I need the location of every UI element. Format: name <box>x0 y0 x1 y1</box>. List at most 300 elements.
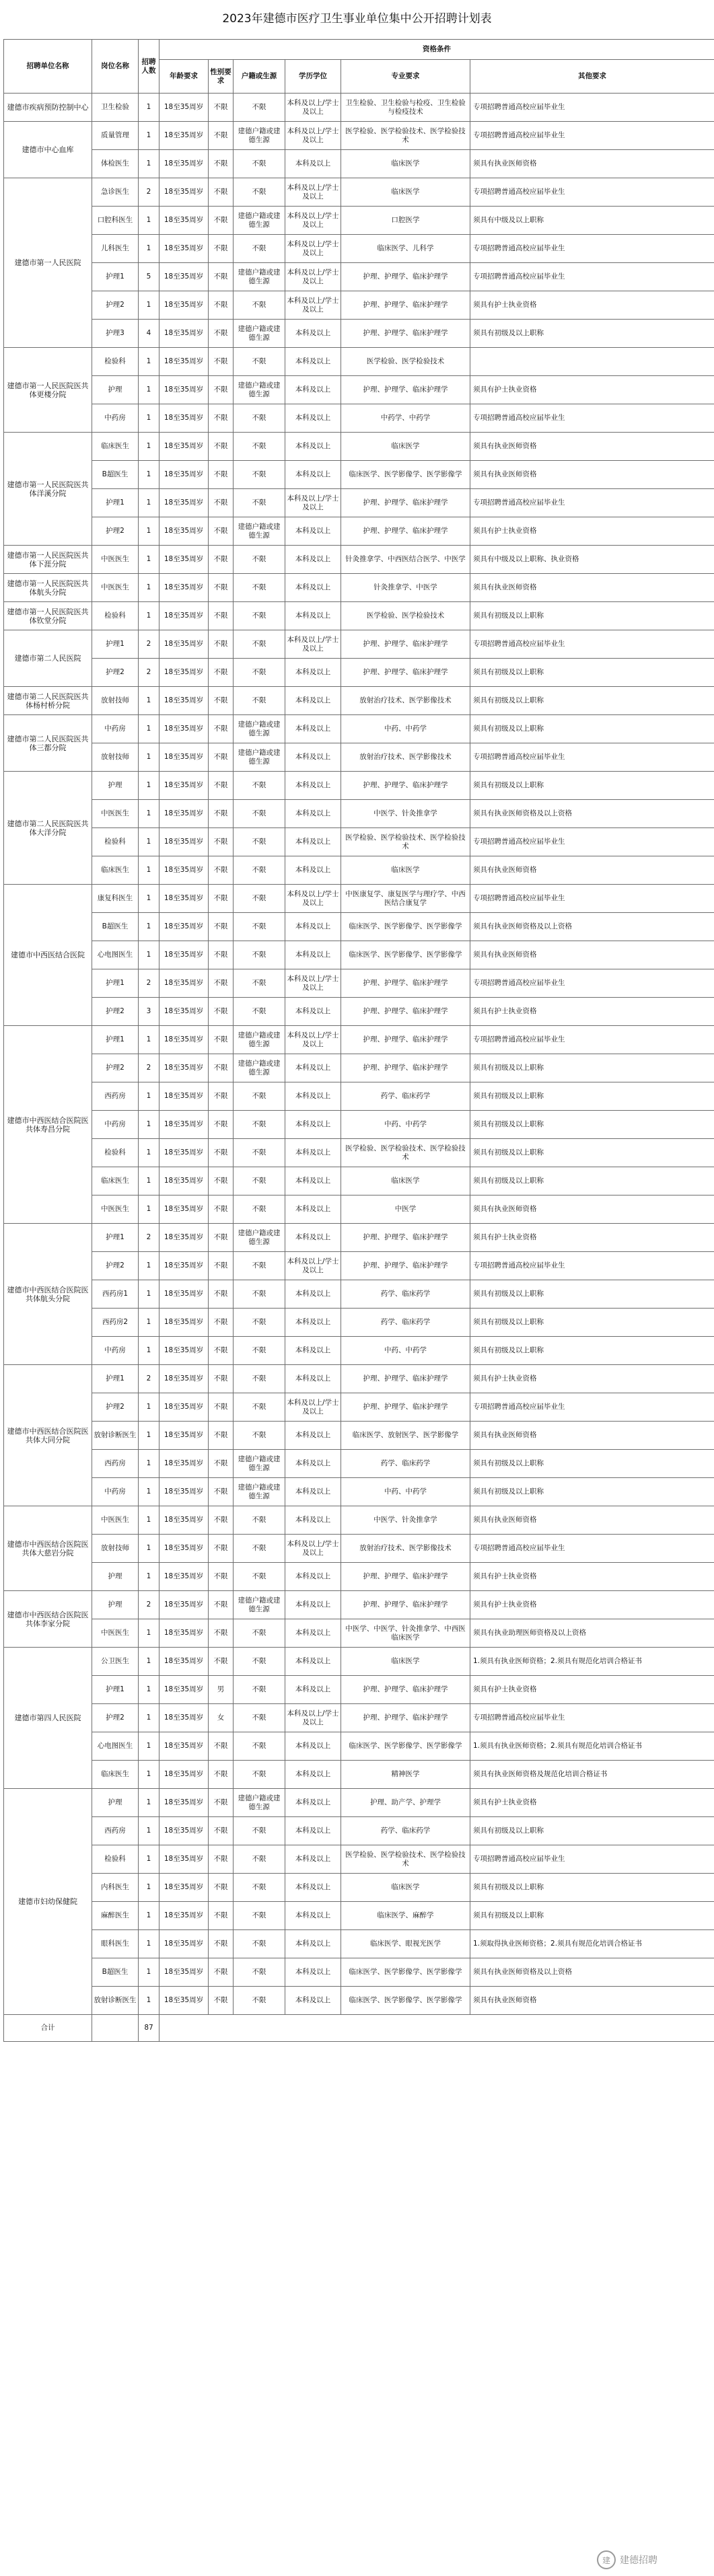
post-name: 中医医生 <box>92 546 139 574</box>
gender-requirement: 不限 <box>209 828 234 856</box>
header-post: 岗位名称 <box>92 40 139 94</box>
post-count: 1 <box>139 207 159 235</box>
degree-requirement: 本科及以上 <box>285 941 341 969</box>
degree-requirement: 本科及以上 <box>285 1591 341 1619</box>
gender-requirement: 不限 <box>209 743 234 772</box>
degree-requirement: 本科及以上 <box>285 1422 341 1450</box>
age-requirement: 18至35周岁 <box>159 1506 209 1535</box>
table-row <box>4 376 714 404</box>
post-name: 中药房 <box>92 1478 139 1506</box>
degree-requirement: 本科及以上/学士及以上 <box>285 235 341 263</box>
other-requirement: 须具有初级及以上职称 <box>470 1082 714 1111</box>
table-row <box>4 178 714 207</box>
major-requirement: 中医学、针灸推拿学 <box>341 800 470 828</box>
major-requirement: 口腔医学 <box>341 207 470 235</box>
degree-requirement: 本科及以上/学士及以上 <box>285 263 341 291</box>
age-requirement: 18至35周岁 <box>159 715 209 743</box>
other-requirement: 须具有执业医师资格 <box>470 1987 714 2015</box>
major-requirement: 中药、中药学 <box>341 1111 470 1139</box>
gender-requirement: 不限 <box>209 998 234 1026</box>
age-requirement: 18至35周岁 <box>159 1563 209 1591</box>
age-requirement: 18至35周岁 <box>159 1195 209 1224</box>
hukou-requirement: 不限 <box>234 1648 285 1676</box>
other-requirement: 须具有初级及以上职称 <box>470 687 714 715</box>
hukou-requirement: 不限 <box>234 1845 285 1874</box>
degree-requirement: 本科及以上 <box>285 348 341 376</box>
table-row <box>4 1337 714 1365</box>
age-requirement: 18至35周岁 <box>159 1337 209 1365</box>
header-count: 招聘人数 <box>139 40 159 94</box>
post-name: 儿科医生 <box>92 235 139 263</box>
table-row <box>4 348 714 376</box>
gender-requirement: 不限 <box>209 1761 234 1789</box>
age-requirement: 18至35周岁 <box>159 630 209 659</box>
header-degree: 学历学位 <box>285 60 341 94</box>
unit-name: 建德市第一人民医院医共体更楼分院 <box>4 348 92 433</box>
post-name: 检验科 <box>92 348 139 376</box>
degree-requirement: 本科及以上/学士及以上 <box>285 1704 341 1732</box>
degree-requirement: 本科及以上 <box>285 1139 341 1167</box>
hukou-requirement: 建德户籍或建德生源 <box>234 1054 285 1082</box>
age-requirement: 18至35周岁 <box>159 1111 209 1139</box>
degree-requirement: 本科及以上 <box>285 320 341 348</box>
hukou-requirement: 不限 <box>234 602 285 630</box>
post-name: 质量管理 <box>92 122 139 150</box>
degree-requirement: 本科及以上 <box>285 1845 341 1874</box>
post-count: 1 <box>139 856 159 885</box>
post-name: 护理 <box>92 772 139 800</box>
table-row <box>4 1478 714 1506</box>
table-row <box>4 630 714 659</box>
post-count: 1 <box>139 941 159 969</box>
post-count: 1 <box>139 1393 159 1422</box>
post-count: 1 <box>139 94 159 122</box>
header-qualifications: 资格条件 <box>159 40 714 60</box>
age-requirement: 18至35周岁 <box>159 1761 209 1789</box>
degree-requirement: 本科及以上 <box>285 1619 341 1648</box>
header-unit: 招聘单位名称 <box>4 40 92 94</box>
post-count: 1 <box>139 1648 159 1676</box>
hukou-requirement: 建德户籍或建德生源 <box>234 122 285 150</box>
major-requirement: 护理、护理学、临床护理学 <box>341 376 470 404</box>
table-body <box>4 94 714 2015</box>
age-requirement: 18至35周岁 <box>159 320 209 348</box>
age-requirement: 18至35周岁 <box>159 376 209 404</box>
post-count: 1 <box>139 772 159 800</box>
major-requirement: 护理、护理学、临床护理学 <box>341 291 470 320</box>
hukou-requirement: 不限 <box>234 885 285 913</box>
post-name: 眼科医生 <box>92 1930 139 1958</box>
major-requirement: 中药、中药学 <box>341 1478 470 1506</box>
major-requirement: 中药、中药学 <box>341 715 470 743</box>
other-requirement: 须具有护士执业资格 <box>470 1591 714 1619</box>
major-requirement: 药学、临床药学 <box>341 1280 470 1309</box>
major-requirement: 临床医学、医学影像学、医学影像学 <box>341 941 470 969</box>
gender-requirement: 不限 <box>209 263 234 291</box>
major-requirement: 临床医学 <box>341 856 470 885</box>
post-name: 护理1 <box>92 969 139 998</box>
other-requirement: 须具有初级及以上职称 <box>470 1167 714 1195</box>
other-requirement: 须具有护士执业资格 <box>470 998 714 1026</box>
table-row <box>4 574 714 602</box>
major-requirement: 护理、护理学、临床护理学 <box>341 1224 470 1252</box>
post-name: 护理2 <box>92 1252 139 1280</box>
unit-name: 建德市妇幼保健院 <box>4 1789 92 2015</box>
degree-requirement: 本科及以上 <box>285 461 341 489</box>
post-name: B超医生 <box>92 913 139 941</box>
post-name: 护理2 <box>92 291 139 320</box>
post-name: 西药房2 <box>92 1309 139 1337</box>
unit-name: 建德市第一人民医院医共体洋溪分院 <box>4 433 92 546</box>
gender-requirement: 不限 <box>209 602 234 630</box>
post-count: 1 <box>139 1026 159 1054</box>
age-requirement: 18至35周岁 <box>159 800 209 828</box>
age-requirement: 18至35周岁 <box>159 1845 209 1874</box>
gender-requirement: 不限 <box>209 1506 234 1535</box>
post-count: 1 <box>139 1167 159 1195</box>
age-requirement: 18至35周岁 <box>159 1789 209 1817</box>
degree-requirement: 本科及以上 <box>285 1167 341 1195</box>
age-requirement: 18至35周岁 <box>159 546 209 574</box>
degree-requirement: 本科及以上/学士及以上 <box>285 1393 341 1422</box>
unit-name: 建德市中西医结合医院医共体李家分院 <box>4 1591 92 1648</box>
gender-requirement: 不限 <box>209 489 234 517</box>
other-requirement: 须具有中级及以上职称、执业资格 <box>470 546 714 574</box>
post-count: 1 <box>139 1676 159 1704</box>
hukou-requirement: 不限 <box>234 998 285 1026</box>
other-requirement: 专项招聘普通高校应届毕业生 <box>470 885 714 913</box>
hukou-requirement: 不限 <box>234 630 285 659</box>
hukou-requirement: 不限 <box>234 574 285 602</box>
post-count: 1 <box>139 546 159 574</box>
gender-requirement: 不限 <box>209 1252 234 1280</box>
major-requirement: 医学检验、医学检验技术 <box>341 602 470 630</box>
degree-requirement: 本科及以上 <box>285 1930 341 1958</box>
post-count: 1 <box>139 913 159 941</box>
unit-name: 建德市中西医结合医院医共体大慈岩分院 <box>4 1506 92 1591</box>
gender-requirement: 不限 <box>209 1789 234 1817</box>
gender-requirement: 不限 <box>209 1337 234 1365</box>
degree-requirement: 本科及以上 <box>285 856 341 885</box>
other-requirement: 须具有初级及以上职称 <box>470 1450 714 1478</box>
degree-requirement: 本科及以上/学士及以上 <box>285 291 341 320</box>
total-blank <box>92 2015 139 2042</box>
major-requirement: 药学、临床药学 <box>341 1817 470 1845</box>
degree-requirement: 本科及以上 <box>285 659 341 687</box>
hukou-requirement: 不限 <box>234 461 285 489</box>
age-requirement: 18至35周岁 <box>159 517 209 546</box>
major-requirement: 临床医学、医学影像学、医学影像学 <box>341 1958 470 1987</box>
gender-requirement: 不限 <box>209 461 234 489</box>
hukou-requirement: 不限 <box>234 941 285 969</box>
gender-requirement: 不限 <box>209 404 234 433</box>
post-name: 放射诊断医生 <box>92 1422 139 1450</box>
post-count: 1 <box>139 1309 159 1337</box>
major-requirement: 护理、护理学、临床护理学 <box>341 969 470 998</box>
major-requirement: 护理、护理学、临床护理学 <box>341 1054 470 1082</box>
table-row <box>4 800 714 828</box>
degree-requirement: 本科及以上 <box>285 1082 341 1111</box>
post-name: 护理1 <box>92 263 139 291</box>
hukou-requirement: 不限 <box>234 828 285 856</box>
age-requirement: 18至35周岁 <box>159 1450 209 1478</box>
hukou-requirement: 不限 <box>234 1167 285 1195</box>
gender-requirement: 不限 <box>209 1535 234 1563</box>
other-requirement: 1.须取得执业医师资格；2.须具有规范化培训合格证书 <box>470 1930 714 1958</box>
hukou-requirement: 不限 <box>234 489 285 517</box>
table-row <box>4 1563 714 1591</box>
post-count: 5 <box>139 263 159 291</box>
post-name: B超医生 <box>92 461 139 489</box>
post-count: 3 <box>139 998 159 1026</box>
hukou-requirement: 不限 <box>234 1280 285 1309</box>
degree-requirement: 本科及以上 <box>285 602 341 630</box>
degree-requirement: 本科及以上 <box>285 1958 341 1987</box>
table-row <box>4 263 714 291</box>
table-row <box>4 1535 714 1563</box>
other-requirement: 须具有执业医师资格 <box>470 461 714 489</box>
unit-name: 建德市第二人民医院医共体杨村桥分院 <box>4 687 92 715</box>
total-count: 87 <box>139 2015 159 2042</box>
age-requirement: 18至35周岁 <box>159 885 209 913</box>
unit-name: 建德市第一人民医院医共体航头分院 <box>4 574 92 602</box>
degree-requirement: 本科及以上 <box>285 546 341 574</box>
table-row <box>4 1139 714 1167</box>
post-name: 检验科 <box>92 828 139 856</box>
post-name: 临床医生 <box>92 856 139 885</box>
degree-requirement: 本科及以上 <box>285 1365 341 1393</box>
post-name: 检验科 <box>92 602 139 630</box>
table-row <box>4 969 714 998</box>
age-requirement: 18至35周岁 <box>159 235 209 263</box>
degree-requirement: 本科及以上 <box>285 913 341 941</box>
gender-requirement: 不限 <box>209 1817 234 1845</box>
degree-requirement: 本科及以上/学士及以上 <box>285 885 341 913</box>
major-requirement: 医学检验、医学检验技术、医学检验技术 <box>341 1139 470 1167</box>
other-requirement: 须具有护士执业资格 <box>470 1676 714 1704</box>
header-age: 年龄要求 <box>159 60 209 94</box>
age-requirement: 18至35周岁 <box>159 856 209 885</box>
major-requirement: 护理、助产学、护理学 <box>341 1789 470 1817</box>
degree-requirement: 本科及以上 <box>285 1817 341 1845</box>
gender-requirement: 不限 <box>209 772 234 800</box>
gender-requirement: 不限 <box>209 1619 234 1648</box>
other-requirement: 须具有执业助理医师资格及以上资格 <box>470 1619 714 1648</box>
post-name: 麻醉医生 <box>92 1902 139 1930</box>
post-name: 内科医生 <box>92 1874 139 1902</box>
major-requirement: 中药、中药学 <box>341 1337 470 1365</box>
gender-requirement: 不限 <box>209 1732 234 1761</box>
other-requirement: 须具有执业医师资格及以上资格 <box>470 913 714 941</box>
age-requirement: 18至35周岁 <box>159 687 209 715</box>
age-requirement: 18至35周岁 <box>159 404 209 433</box>
post-count: 1 <box>139 1111 159 1139</box>
post-count: 1 <box>139 1704 159 1732</box>
gender-requirement: 不限 <box>209 207 234 235</box>
hukou-requirement: 不限 <box>234 856 285 885</box>
degree-requirement: 本科及以上/学士及以上 <box>285 94 341 122</box>
post-name: 护理1 <box>92 489 139 517</box>
post-count: 1 <box>139 291 159 320</box>
post-name: 护理2 <box>92 517 139 546</box>
gender-requirement: 不限 <box>209 150 234 178</box>
gender-requirement: 不限 <box>209 1224 234 1252</box>
major-requirement: 护理、护理学、临床护理学 <box>341 659 470 687</box>
gender-requirement: 不限 <box>209 630 234 659</box>
hukou-requirement: 不限 <box>234 150 285 178</box>
major-requirement: 放射治疗技术、医学影像技术 <box>341 1535 470 1563</box>
other-requirement: 须具有初级及以上职称 <box>470 1111 714 1139</box>
hukou-requirement: 不限 <box>234 433 285 461</box>
degree-requirement: 本科及以上/学士及以上 <box>285 122 341 150</box>
post-count: 1 <box>139 715 159 743</box>
degree-requirement: 本科及以上/学士及以上 <box>285 1252 341 1280</box>
post-count: 1 <box>139 150 159 178</box>
degree-requirement: 本科及以上/学士及以上 <box>285 207 341 235</box>
post-count: 1 <box>139 1252 159 1280</box>
age-requirement: 18至35周岁 <box>159 1676 209 1704</box>
other-requirement: 须具有初级及以上职称 <box>470 1817 714 1845</box>
post-count: 2 <box>139 659 159 687</box>
degree-requirement: 本科及以上/学士及以上 <box>285 178 341 207</box>
major-requirement: 护理、护理学、临床护理学 <box>341 772 470 800</box>
post-count: 1 <box>139 433 159 461</box>
gender-requirement: 不限 <box>209 546 234 574</box>
post-count: 2 <box>139 1365 159 1393</box>
table-row <box>4 715 714 743</box>
table-row <box>4 913 714 941</box>
age-requirement: 18至35周岁 <box>159 1422 209 1450</box>
age-requirement: 18至35周岁 <box>159 998 209 1026</box>
degree-requirement: 本科及以上 <box>285 1761 341 1789</box>
table-row <box>4 1874 714 1902</box>
post-name: 放射技师 <box>92 743 139 772</box>
age-requirement: 18至35周岁 <box>159 1619 209 1648</box>
hukou-requirement: 不限 <box>234 1535 285 1563</box>
unit-name: 建德市第二人民医院医共体大洋分院 <box>4 772 92 885</box>
post-count: 2 <box>139 1224 159 1252</box>
post-count: 1 <box>139 517 159 546</box>
post-name: 中药房 <box>92 404 139 433</box>
major-requirement: 药学、临床药学 <box>341 1450 470 1478</box>
header-gender: 性别要求 <box>209 60 234 94</box>
major-requirement: 医学检验、医学检验技术、医学检验技术 <box>341 828 470 856</box>
major-requirement: 中医学 <box>341 1195 470 1224</box>
age-requirement: 18至35周岁 <box>159 1224 209 1252</box>
degree-requirement: 本科及以上 <box>285 150 341 178</box>
unit-name: 建德市中西医结合医院医共体大同分院 <box>4 1365 92 1506</box>
major-requirement: 医学检验、医学检验技术、医学检验技术 <box>341 122 470 150</box>
post-name: 中医医生 <box>92 574 139 602</box>
table-row <box>4 772 714 800</box>
degree-requirement: 本科及以上 <box>285 1732 341 1761</box>
post-name: 护理3 <box>92 320 139 348</box>
table-row <box>4 1026 714 1054</box>
total-label: 合计 <box>4 2015 92 2042</box>
other-requirement: 专项招聘普通高校应届毕业生 <box>470 263 714 291</box>
table-row <box>4 1987 714 2015</box>
major-requirement: 中医学、针灸推拿学 <box>341 1506 470 1535</box>
hukou-requirement: 不限 <box>234 1393 285 1422</box>
other-requirement: 须具有护士执业资格 <box>470 1789 714 1817</box>
degree-requirement: 本科及以上 <box>285 1789 341 1817</box>
table-row <box>4 743 714 772</box>
gender-requirement: 不限 <box>209 1987 234 2015</box>
age-requirement: 18至35周岁 <box>159 122 209 150</box>
age-requirement: 18至35周岁 <box>159 263 209 291</box>
hukou-requirement: 不限 <box>234 1704 285 1732</box>
gender-requirement: 不限 <box>209 1563 234 1591</box>
table-row <box>4 885 714 913</box>
post-name: 中医医生 <box>92 1619 139 1648</box>
gender-requirement: 不限 <box>209 800 234 828</box>
gender-requirement: 不限 <box>209 1167 234 1195</box>
gender-requirement: 不限 <box>209 1393 234 1422</box>
gender-requirement: 不限 <box>209 1054 234 1082</box>
age-requirement: 18至35周岁 <box>159 1082 209 1111</box>
hukou-requirement: 不限 <box>234 1309 285 1337</box>
post-count: 2 <box>139 1054 159 1082</box>
degree-requirement: 本科及以上 <box>285 1054 341 1082</box>
gender-requirement: 不限 <box>209 1280 234 1309</box>
hukou-requirement: 建德户籍或建德生源 <box>234 1026 285 1054</box>
age-requirement: 18至35周岁 <box>159 659 209 687</box>
major-requirement: 药学、临床药学 <box>341 1309 470 1337</box>
total-row <box>4 2015 714 2042</box>
degree-requirement: 本科及以上 <box>285 376 341 404</box>
post-name: 护理1 <box>92 630 139 659</box>
table-row <box>4 1422 714 1450</box>
other-requirement: 须具有初级及以上职称 <box>470 602 714 630</box>
table-row <box>4 1111 714 1139</box>
post-count: 1 <box>139 1987 159 2015</box>
other-requirement: 须具有执业医师资格及以上资格 <box>470 800 714 828</box>
table-row <box>4 602 714 630</box>
gender-requirement: 不限 <box>209 1422 234 1450</box>
post-count: 1 <box>139 828 159 856</box>
age-requirement: 18至35周岁 <box>159 1167 209 1195</box>
hukou-requirement: 不限 <box>234 1365 285 1393</box>
post-name: 护理 <box>92 1591 139 1619</box>
gender-requirement: 不限 <box>209 1309 234 1337</box>
hukou-requirement: 不限 <box>234 1676 285 1704</box>
degree-requirement: 本科及以上/学士及以上 <box>285 630 341 659</box>
table-row <box>4 1309 714 1337</box>
post-count: 2 <box>139 969 159 998</box>
post-name: 西药房 <box>92 1450 139 1478</box>
table-row <box>4 1930 714 1958</box>
unit-name: 建德市第一人民医院 <box>4 178 92 348</box>
post-name: 西药房1 <box>92 1280 139 1309</box>
gender-requirement: 不限 <box>209 1478 234 1506</box>
degree-requirement: 本科及以上 <box>285 1450 341 1478</box>
degree-requirement: 本科及以上 <box>285 574 341 602</box>
other-requirement: 专项招聘普通高校应届毕业生 <box>470 828 714 856</box>
post-count: 1 <box>139 885 159 913</box>
other-requirement: 须具有初级及以上职称 <box>470 772 714 800</box>
gender-requirement: 不限 <box>209 178 234 207</box>
other-requirement: 须具有执业医师资格 <box>470 150 714 178</box>
other-requirement: 1.须具有执业医师资格；2.须具有规范化培训合格证书 <box>470 1732 714 1761</box>
age-requirement: 18至35周岁 <box>159 574 209 602</box>
post-count: 1 <box>139 235 159 263</box>
gender-requirement: 女 <box>209 1704 234 1732</box>
major-requirement: 临床医学、儿科学 <box>341 235 470 263</box>
major-requirement: 护理、护理学、临床护理学 <box>341 1563 470 1591</box>
other-requirement: 专项招聘普通高校应届毕业生 <box>470 1026 714 1054</box>
gender-requirement: 不限 <box>209 969 234 998</box>
unit-name: 建德市第二人民医院医共体三都分院 <box>4 715 92 772</box>
